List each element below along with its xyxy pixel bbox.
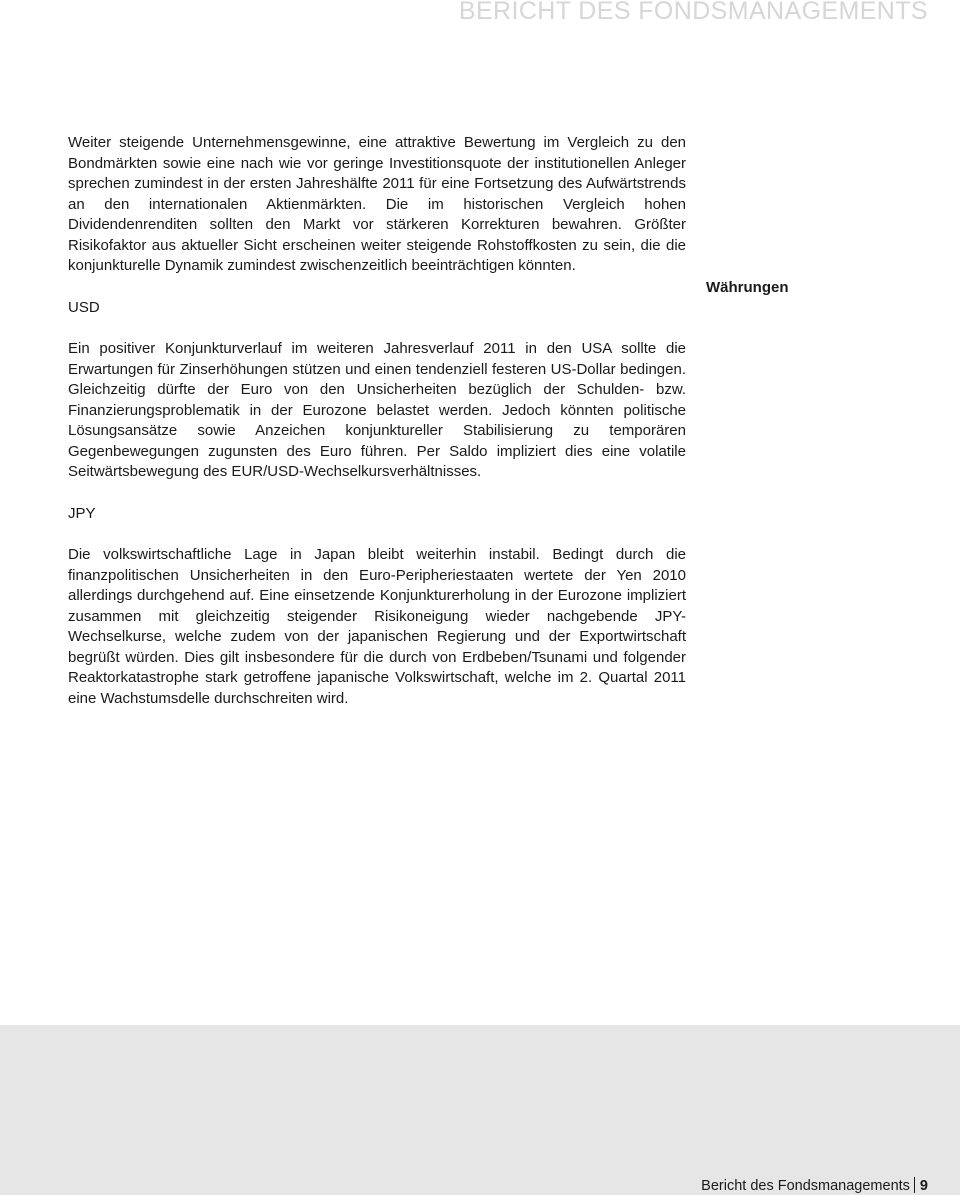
- jpy-subheading: JPY: [68, 504, 96, 522]
- usd-paragraph: Ein positiver Konjunkturverlauf im weiteren Jahresverlauf 2011 in den USA sollte die Erwartungen für Zinserhöhungen stützen und einen tendenziell festeren US-Dollar bedingen. Gleichzeitig dürfte der Euro von den Unsicherheiten bezüglich der Schulden- bzw. Finanzierungsproblematik in der Eurozone belastet werden. Jedoch könnten politische Lösungsansätze sowie Anzeichen konjunktureller Stabilisierung zu temporären Gegenbewegungen zugunsten des Euro führen. Per Saldo impliziert dies eine volatile Seitwärtsbewegung des EUR/USD-Wechselkursverhältnisses.: [68, 340, 686, 480]
- footer-separator: [914, 1177, 915, 1193]
- usd-subheading: USD: [68, 298, 100, 316]
- running-header: BERICHT DES FONDSMANAGEMENTS: [458, 0, 928, 25]
- footer-label: Bericht des Fondsmanagements: [701, 1178, 910, 1194]
- margin-heading-waehrungen: Währungen: [706, 279, 789, 296]
- page-number: 9: [919, 1178, 928, 1194]
- page-footer: [701, 1177, 928, 1195]
- main-text-column: [68, 133, 686, 709]
- footer-band: [0, 1025, 960, 1195]
- intro-paragraph: Weiter steigende Unternehmensgewinne, eine attraktive Bewertung im Vergleich zu den Bondmärkten sowie eine nach wie vor geringe Investitionsquote der institutionellen Anleger sprechen zumindest in der ersten Jahreshälfte 2011 für eine Fortsetzung des Aufwärtstrends an den internationalen Aktienmärkten. Die im historischen Vergleich hohen Dividendenrenditen sollten den Markt vor stärkeren Korrekturen bewahren. Größter Risikofaktor aus aktueller Sicht erscheinen weiter steigende Rohstoffkosten zu sein, die die konjunkturelle Dynamik zumindest zwischenzeitlich beeinträchtigen könnten.: [68, 134, 686, 274]
- jpy-paragraph: Die volkswirtschaftliche Lage in Japan bleibt weiterhin instabil. Bedingt durch die finanzpolitischen Unsicherheiten in den Euro-Peripheriestaaten wertete der Yen 2010 allerdings durchgehend auf. Eine einsetzende Konjunkturerholung in der Eurozone impliziert zusammen mit gleichzeitig steigender Risikoneigung wieder nachgebende JPY-Wechselkurse, welche zudem von der japanischen Regierung und der Exportwirtschaft begrüßt würden. Dies gilt insbesondere für die durch von Erdbeben/Tsunami und folgender Reaktorkatastrophe stark getroffene japanische Volkswirtschaft, welche im 2. Quartal 2011 eine Wachstumsdelle durchschreiten wird.: [68, 546, 686, 707]
